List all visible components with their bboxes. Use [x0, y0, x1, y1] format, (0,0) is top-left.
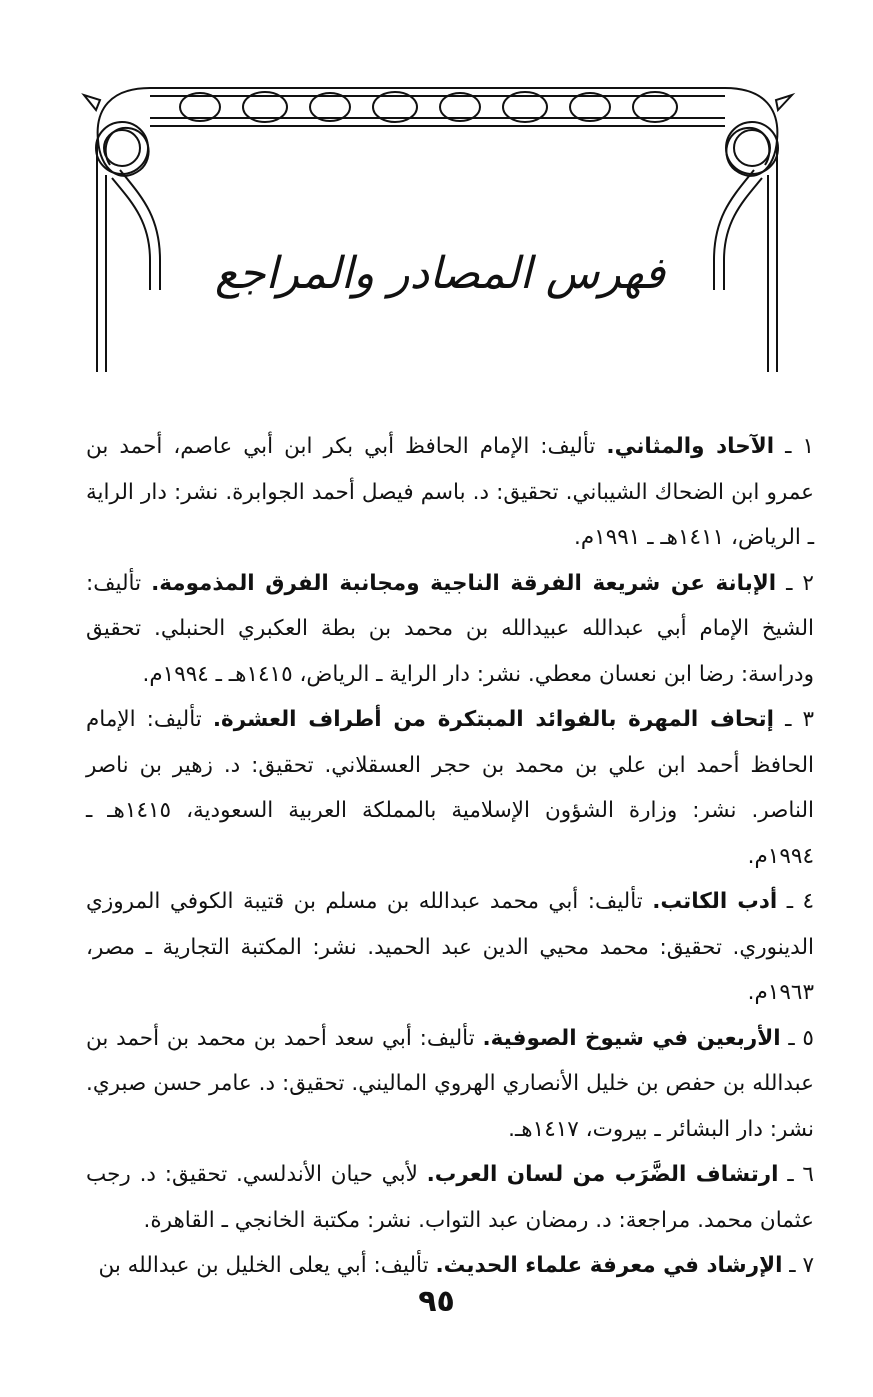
- bibliography-entry: [86, 1152, 814, 1243]
- entry-number: ٥ ـ: [788, 1025, 814, 1051]
- bibliography-entry: [86, 697, 814, 879]
- page-title: فهرس المصادر والمراجع: [214, 248, 666, 299]
- entry-number: ١ ـ: [785, 434, 814, 459]
- entry-details: تأليف: أبي سعد أحمد بن محمد بن أحمد بن عبدالله بن حفص بن خليل الأنصاري الهروي الماليني. تحقيق: د. عامر حسن صبري. نشر: دار البشائر ـ بيروت، ١٤١٧هـ.: [86, 1025, 814, 1142]
- bibliography-list: [86, 424, 814, 1289]
- entry-number: ٢ ـ: [786, 570, 814, 596]
- entry-number: ٧ ـ: [789, 1253, 814, 1278]
- entry-title: الإبانة عن شريعة الفرقة الناجية ومجانبة الفرق المذمومة.: [151, 570, 777, 596]
- bibliography-entry: [86, 879, 814, 1016]
- bibliography-entry: [86, 424, 814, 561]
- entry-title: الآحاد والمثاني.: [606, 434, 775, 459]
- page-number: ٩٥: [418, 1284, 455, 1319]
- entry-title: الإرشاد في معرفة علماء الحديث.: [435, 1253, 783, 1278]
- entry-title: ارتشاف الضَّرَب من لسان العرب.: [426, 1162, 779, 1187]
- bibliography-entry: [86, 1243, 814, 1289]
- entry-details: تأليف: الشيخ الإمام أبي عبدالله عبيدالله بن محمد بن بطة العكبري الحنبلي. تحقيق ودراسة: رضا ابن نعسان معطي. نشر: دار الراية ـ الرياض، ١٤١٥هـ ـ ١٩٩٤م.: [86, 570, 814, 687]
- entry-details: تأليف: الإمام الحافظ أحمد ابن علي بن محمد بن حجر العسقلاني. تحقيق: د. زهير بن ناصر الناصر. نشر: وزارة الشؤون الإسلامية بالمملكة العربية السعودية، ١٤١٥هـ ـ ١٩٩٤م.: [86, 707, 814, 869]
- bibliography-entry: [86, 1016, 814, 1153]
- entry-number: ٦ ـ: [787, 1162, 814, 1187]
- entry-details: لأبي حيان الأندلسي. تحقيق: د. رجب عثمان محمد. مراجعة: د. رمضان عبد التواب. نشر: مكتبة الخانجي ـ القاهرة.: [86, 1162, 814, 1233]
- entry-title: الأربعين في شيوخ الصوفية.: [482, 1025, 781, 1051]
- entry-details: تأليف: الإمام الحافظ أبي بكر ابن أبي عاصم، أحمد بن عمرو ابن الضحاك الشيباني. تحقيق: د. باسم فيصل أحمد الجوابرة. نشر: دار الراية ـ الرياض، ١٤١١هـ ـ ١٩٩١م.: [86, 434, 814, 550]
- entry-title: أدب الكاتب.: [652, 889, 778, 914]
- decorative-frame: [0, 0, 873, 400]
- entry-details: تأليف: أبي يعلى الخليل بن عبدالله بن: [98, 1253, 429, 1278]
- bibliography-entry: [86, 561, 814, 698]
- entry-number: ٤ ـ: [786, 889, 814, 914]
- entry-details: تأليف: أبي محمد عبدالله بن مسلم بن قتيبة الكوفي المروزي الدينوري. تحقيق: محمد محيي الدين عبد الحميد. نشر: المكتبة التجارية ـ مصر، ١٩٦٣م.: [86, 889, 814, 1005]
- entry-number: ٣ ـ: [785, 707, 814, 732]
- entry-title: إتحاف المهرة بالفوائد المبتكرة من أطراف العشرة.: [212, 707, 774, 732]
